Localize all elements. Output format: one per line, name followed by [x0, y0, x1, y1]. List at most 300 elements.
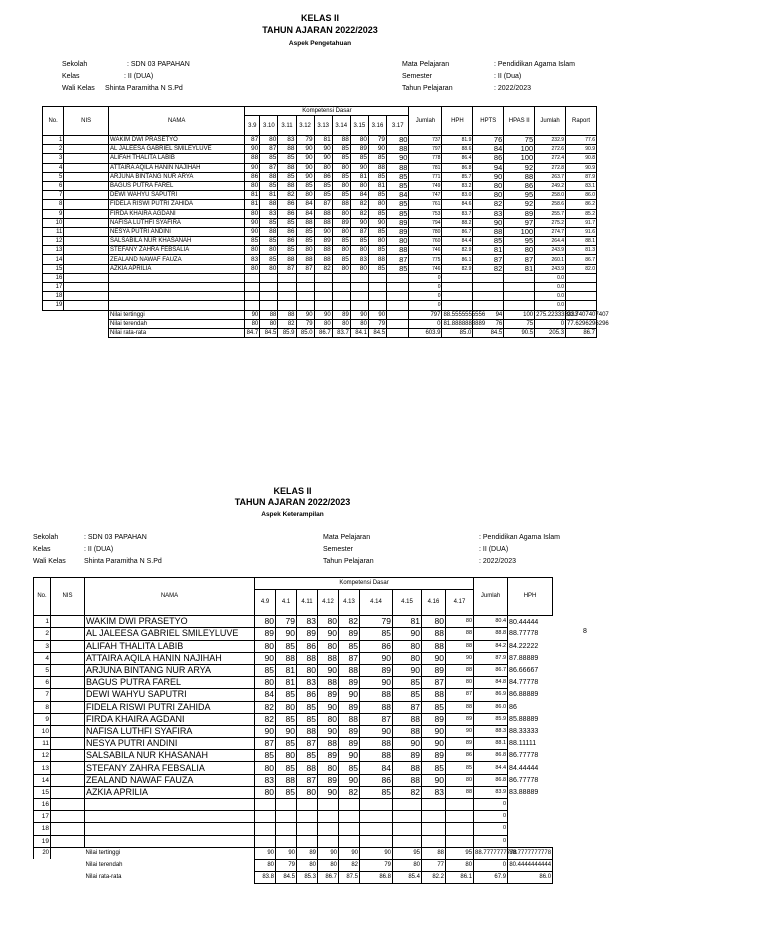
student-name: AL JALEESA GABRIEL SMILEYLUVE: [109, 145, 245, 154]
kd-score: 90: [296, 163, 314, 172]
kd-score: 80: [387, 136, 409, 145]
row-nis: [51, 835, 85, 847]
table-row: [34, 811, 553, 823]
row-nis: [51, 725, 85, 737]
jumlah-value: 778: [409, 154, 442, 163]
header-hph: HPH: [442, 107, 473, 136]
kd-score: 86: [360, 774, 393, 786]
table-row: [43, 145, 597, 154]
summary-label: Nilai terendah: [109, 319, 245, 328]
summary-row: [43, 319, 597, 328]
hph-value: [508, 811, 553, 823]
summary-kd-empty: [387, 328, 409, 337]
kd2-header-4-9: 4.9: [255, 590, 276, 616]
summary-label: Nilai rata-rata: [109, 328, 245, 337]
hph-value: 83.0: [442, 191, 473, 200]
kd-score: 83: [260, 209, 278, 218]
raport-value: [566, 273, 597, 282]
tahun-value-2: : 2022/2023: [479, 558, 516, 565]
student-name: STEFANY ZAHRA FEBSALIA: [109, 246, 245, 255]
jumlah-value: 88.1: [474, 738, 508, 750]
kd-score: 85: [350, 154, 368, 163]
kd-score: 88: [314, 255, 332, 264]
kd-score: 87: [393, 701, 422, 713]
hpts-value: 90: [473, 218, 504, 227]
row-number: 12: [34, 750, 51, 762]
kd-score: 85: [255, 664, 276, 676]
section2-aspect: Aspek Keterampilan: [261, 511, 324, 518]
kelas-label: Kelas: [62, 73, 80, 80]
hph-value: 83.7: [442, 209, 473, 218]
row-number: 4: [34, 652, 51, 664]
kd-score: [314, 301, 332, 310]
summary-kd: 88: [260, 310, 278, 319]
row-number: 14: [34, 774, 51, 786]
kd-score: [339, 811, 360, 823]
hph-value: 83.2: [442, 181, 473, 190]
student-name: AL JALEESA GABRIEL SMILEYLUVE: [85, 628, 255, 640]
kd-score: 80: [446, 677, 474, 689]
kd-score: 86: [278, 200, 296, 209]
raport-value: 90.9: [566, 145, 597, 154]
kd-score: 80: [350, 181, 368, 190]
jumlah2-value: 0.0: [535, 273, 566, 282]
kd-score: [350, 283, 368, 292]
jumlah-value: 86.7: [474, 664, 508, 676]
row-nis: [51, 786, 85, 798]
kd-score: [350, 292, 368, 301]
row-nis: [64, 200, 109, 209]
raport-value: 82.0: [566, 264, 597, 273]
hpas-value: 97: [504, 218, 535, 227]
kd-score: [278, 273, 296, 282]
kd-score: 80: [245, 181, 260, 190]
kd-score: 82: [350, 200, 368, 209]
kd-score: 85: [332, 237, 350, 246]
row-number: 13: [34, 762, 51, 774]
kd-score: 88: [318, 738, 339, 750]
row-number: 5: [34, 664, 51, 676]
kd-score: 90: [360, 725, 393, 737]
summary-jumlah2: 0: [535, 319, 566, 328]
kd-score: 85: [360, 786, 393, 798]
hph-value: [442, 283, 473, 292]
row-nis: [51, 774, 85, 786]
raport-value: 90.8: [566, 154, 597, 163]
summary-hpts: 76: [473, 319, 504, 328]
hpas-value: [504, 283, 535, 292]
hpts-value: 84: [473, 145, 504, 154]
summary-kd: 84.5: [368, 328, 386, 337]
kd-score: 85: [245, 237, 260, 246]
section1-aspect: Aspek Pengetahuan: [288, 40, 352, 47]
row-nis: [51, 823, 85, 835]
kd-score: 88: [393, 774, 422, 786]
kd-score: 90: [350, 163, 368, 172]
header2-no: No.: [34, 578, 51, 616]
hpts-value: 82: [473, 264, 504, 273]
summary-kd-empty: [387, 310, 409, 319]
kd-score: 79: [368, 136, 386, 145]
kd-score: 84: [360, 762, 393, 774]
table-row: [34, 823, 553, 835]
kd-score: 90: [368, 218, 386, 227]
header-hpts: HPTS: [473, 107, 504, 136]
summary-hph: 85.0: [442, 328, 473, 337]
kd-score: 88: [318, 652, 339, 664]
kd-score: 85: [368, 209, 386, 218]
kd-score: 90: [314, 227, 332, 236]
kd-score: 90: [393, 664, 422, 676]
kd-score: 89: [318, 750, 339, 762]
table-row: [43, 246, 597, 255]
kd-score: 85: [278, 218, 296, 227]
summary-blank: [43, 319, 64, 328]
kd-score: 89: [255, 628, 276, 640]
kd-score: 90: [318, 628, 339, 640]
kd-score: 85: [387, 209, 409, 218]
raport-value: [566, 292, 597, 301]
summary-kd: 90: [314, 310, 332, 319]
kd-score: 86: [297, 689, 318, 701]
kd-header-3-10: 3.10: [260, 116, 278, 136]
kd-score: 88: [278, 181, 296, 190]
kd-score: 85: [387, 181, 409, 190]
summary-raport: 91.7407407407: [567, 311, 609, 318]
kd-score: 85: [278, 154, 296, 163]
jumlah-value: 0: [409, 273, 442, 282]
jumlah-value: 86.8: [474, 774, 508, 786]
kd-score: 88: [260, 200, 278, 209]
kd-score: 85: [339, 640, 360, 652]
kd-score: [276, 811, 297, 823]
student-name: NAFISA LUTHFI SYAFIRA: [85, 725, 255, 737]
summary-blank: [51, 847, 85, 859]
kd-score: 90: [360, 652, 393, 664]
jumlah-value: 83.9: [474, 786, 508, 798]
jumlah-value: 760: [409, 237, 442, 246]
kd-score: 89: [393, 750, 422, 762]
kd-score: [360, 799, 393, 811]
kd-score: 89: [387, 218, 409, 227]
summary-kd: 82: [278, 319, 296, 328]
nilai-keterampilan-table: [33, 577, 553, 884]
jumlah2-value: 255.7: [535, 209, 566, 218]
row-number: 5: [43, 172, 64, 181]
summary-kd: 79: [360, 859, 393, 871]
kd-score: 87: [360, 713, 393, 725]
hpts-value: [473, 283, 504, 292]
hph-value: [442, 273, 473, 282]
row-number: 1: [43, 136, 64, 145]
student-name: [85, 811, 255, 823]
kd-score: 90: [296, 154, 314, 163]
jumlah2-value: 0.0: [535, 283, 566, 292]
kd-score: [297, 823, 318, 835]
kd-score: 85: [297, 701, 318, 713]
hpts-value: 83: [473, 209, 504, 218]
kd-score: [318, 823, 339, 835]
kd-score: 80: [350, 264, 368, 273]
table-row: [43, 191, 597, 200]
kd-score: 88: [360, 701, 393, 713]
hpas-value: 80: [504, 246, 535, 255]
summary-kd: 88: [422, 847, 446, 859]
jumlah-value: 753: [409, 209, 442, 218]
hpts-value: 76: [473, 136, 504, 145]
kd-score: 88: [318, 677, 339, 689]
table-row: [43, 255, 597, 264]
kd-score: 82: [350, 209, 368, 218]
row-nis: [51, 677, 85, 689]
kd-header-3-16: 3.16: [368, 116, 386, 136]
header-raport: Raport: [566, 107, 597, 136]
jumlah2-value: 274.7: [535, 227, 566, 236]
summary-kd: 83.8: [255, 872, 276, 884]
summary-kd: 80: [314, 319, 332, 328]
row-nis: [64, 145, 109, 154]
table-row: [43, 181, 597, 190]
kd-score: 80: [318, 713, 339, 725]
kd-score: 85: [278, 246, 296, 255]
hph-value: 84.6: [442, 200, 473, 209]
header-no: No.: [43, 107, 64, 136]
student-name: [109, 292, 245, 301]
summary-row: [34, 859, 553, 871]
summary-number: [34, 872, 51, 884]
kd-score: 88: [339, 664, 360, 676]
jumlah-value: 797: [409, 145, 442, 154]
header2-nis: NIS: [51, 578, 85, 616]
kd-score: 88: [276, 774, 297, 786]
hpts-value: 80: [473, 191, 504, 200]
summary-kd: 84.5: [260, 328, 278, 337]
row-number: 19: [34, 835, 51, 847]
hph-value: 86.4: [442, 154, 473, 163]
raport-value: 90.9: [566, 163, 597, 172]
row-number: 18: [34, 823, 51, 835]
sekolah-value-2: : SDN 03 PAPAHAN: [84, 534, 147, 541]
kd-score: 80: [245, 209, 260, 218]
jumlah-value: 0: [409, 283, 442, 292]
summary-kd: 80: [297, 859, 318, 871]
section2-year: TAHUN AJARAN 2022/2023: [234, 497, 351, 507]
jumlah2-value: 0.0: [535, 292, 566, 301]
kd-score: 81: [314, 136, 332, 145]
row-number: 1: [34, 616, 51, 628]
kd-score: [260, 283, 278, 292]
jumlah-value: 88.3: [474, 725, 508, 737]
kd-score: 86: [314, 172, 332, 181]
row-number: 2: [34, 628, 51, 640]
summary-kd: 90: [296, 310, 314, 319]
table-row: [34, 762, 553, 774]
table-row: [34, 713, 553, 725]
kd-score: 87: [387, 255, 409, 264]
kd-score: [332, 283, 350, 292]
jumlah-value: 0: [474, 811, 508, 823]
summary-kd: 85.0: [296, 328, 314, 337]
kd-score: 88: [332, 136, 350, 145]
kd-score: 80: [297, 664, 318, 676]
hpas-value: 88: [504, 172, 535, 181]
student-name: ALIFAH THALITA LABIB: [85, 640, 255, 652]
jumlah-value: 781: [409, 163, 442, 172]
hpas-value: 100: [504, 227, 535, 236]
table-row: [43, 154, 597, 163]
kd-score: 85: [297, 713, 318, 725]
summary-hph: 86.0: [508, 872, 553, 884]
hph-value: 84.22222: [509, 642, 539, 650]
hpts-value: 80: [473, 181, 504, 190]
kd-score: 88: [368, 255, 386, 264]
summary-blank: [43, 328, 64, 337]
summary-kd: 90: [245, 310, 260, 319]
student-name: DEWI WAHYU SAPUTRI: [85, 689, 255, 701]
kd-score: 88: [446, 701, 474, 713]
kd-score: [393, 811, 422, 823]
kd-score: 88: [278, 145, 296, 154]
kd-score: 80: [276, 750, 297, 762]
kd-score: [296, 301, 314, 310]
summary-label: Nilai rata-rata: [85, 874, 122, 881]
jumlah-value: 780: [409, 227, 442, 236]
kd-score: [318, 799, 339, 811]
row-number: 17: [43, 283, 64, 292]
kd2-header-4-15: 4.15: [393, 590, 422, 616]
kd-score: 87: [245, 136, 260, 145]
hph-value: 88.6: [442, 145, 473, 154]
kelas-label-2: Kelas: [33, 546, 51, 553]
kd-score: [393, 823, 422, 835]
summary-kd: 95: [446, 847, 474, 859]
summary-blank: [64, 310, 109, 319]
jumlah-value: 794: [409, 218, 442, 227]
kd-score: 89: [339, 738, 360, 750]
mapel-value-2: : Pendidikan Agama Islam: [479, 534, 560, 541]
mapel-value: : Pendidikan Agama Islam: [494, 61, 575, 68]
kd-score: 81: [260, 191, 278, 200]
kd-score: 87: [350, 227, 368, 236]
summary-jumlah: 0: [474, 859, 508, 871]
jumlah-value: 746: [409, 246, 442, 255]
kd-score: 90: [318, 786, 339, 798]
kd-score: [446, 811, 474, 823]
table-row: [43, 301, 597, 310]
student-name: [85, 823, 255, 835]
kd-score: 89: [339, 701, 360, 713]
kd-score: [387, 301, 409, 310]
kd-score: 88: [446, 664, 474, 676]
kd-score: 82: [393, 786, 422, 798]
jumlah2-value: 0.0: [535, 301, 566, 310]
kd-score: 85: [368, 246, 386, 255]
kd-score: [350, 273, 368, 282]
kd-score: 90: [255, 652, 276, 664]
summary-blank: [51, 872, 85, 884]
jumlah-value: 86.0: [474, 701, 508, 713]
kd-score: 80: [260, 246, 278, 255]
kd-score: 85: [260, 255, 278, 264]
kd-score: 79: [360, 616, 393, 628]
kd-score: 90: [245, 218, 260, 227]
table-row: [34, 738, 553, 750]
hpas-value: 95: [504, 237, 535, 246]
summary-kd: 89: [297, 847, 318, 859]
summary-kd: 90: [360, 847, 393, 859]
tahun-label-2: Tahun Pelajaran: [323, 558, 374, 565]
row-number: 6: [43, 181, 64, 190]
header-jumlah2: Jumlah: [535, 107, 566, 136]
row-nis: [51, 628, 85, 640]
jumlah2-value: 272.4: [535, 154, 566, 163]
kd-score: 82: [255, 713, 276, 725]
kd-score: [387, 292, 409, 301]
student-name: ARJUNA BINTANG NUR ARYA: [85, 664, 255, 676]
student-name: NESYA PUTRI ANDINI: [85, 738, 255, 750]
row-number: 6: [34, 677, 51, 689]
raport-value: 86.2: [566, 200, 597, 209]
summary-kd: 82.2: [422, 872, 446, 884]
row-number: 3: [34, 640, 51, 652]
kd-score: 80: [350, 246, 368, 255]
jumlah-value: 0: [409, 301, 442, 310]
jumlah-value: 0: [474, 799, 508, 811]
row-nis: [51, 689, 85, 701]
kd-score: 88: [446, 628, 474, 640]
kd-score: 81: [393, 616, 422, 628]
row-number: 13: [43, 246, 64, 255]
summary-kd: 87.5: [339, 872, 360, 884]
kd-score: 80: [255, 762, 276, 774]
kd-score: [360, 811, 393, 823]
jumlah2-value: 243.9: [535, 264, 566, 273]
jumlah2-value: 263.7: [535, 172, 566, 181]
kd-score: [255, 835, 276, 847]
header2-kompetensi-dasar: Kompetensi Dasar: [255, 578, 474, 590]
hph-value: [508, 823, 553, 835]
kd-score: [332, 301, 350, 310]
kd-score: 90: [339, 774, 360, 786]
student-name: FIRDA KHAIRA AGDANI: [109, 209, 245, 218]
summary-hpas: 75: [504, 319, 535, 328]
row-nis: [64, 163, 109, 172]
hpas-value: 86: [504, 181, 535, 190]
summary-hph: 88.7777777778: [508, 847, 553, 859]
kd2-header-4-13: 4.13: [339, 590, 360, 616]
row-nis: [64, 264, 109, 273]
kd-score: [368, 283, 386, 292]
raport-value: [566, 283, 597, 292]
kd-score: 88: [314, 246, 332, 255]
mapel-label-2: Mata Pelajaran: [323, 534, 371, 541]
kd-score: 90: [276, 725, 297, 737]
raport-value: 83.1: [566, 181, 597, 190]
kd-score: 90: [245, 145, 260, 154]
wali-label-2: Wali Kelas: [33, 558, 66, 565]
kd-score: 89: [422, 713, 446, 725]
kd-score: [314, 292, 332, 301]
row-nis: [51, 750, 85, 762]
kd-score: 90: [446, 725, 474, 737]
kd-score: 80: [296, 191, 314, 200]
summary-kd: 90: [350, 310, 368, 319]
kd-score: 87: [297, 774, 318, 786]
summary-kd: 85.4: [393, 872, 422, 884]
kd-score: [422, 823, 446, 835]
jumlah-value: 0: [409, 292, 442, 301]
row-nis: [51, 701, 85, 713]
